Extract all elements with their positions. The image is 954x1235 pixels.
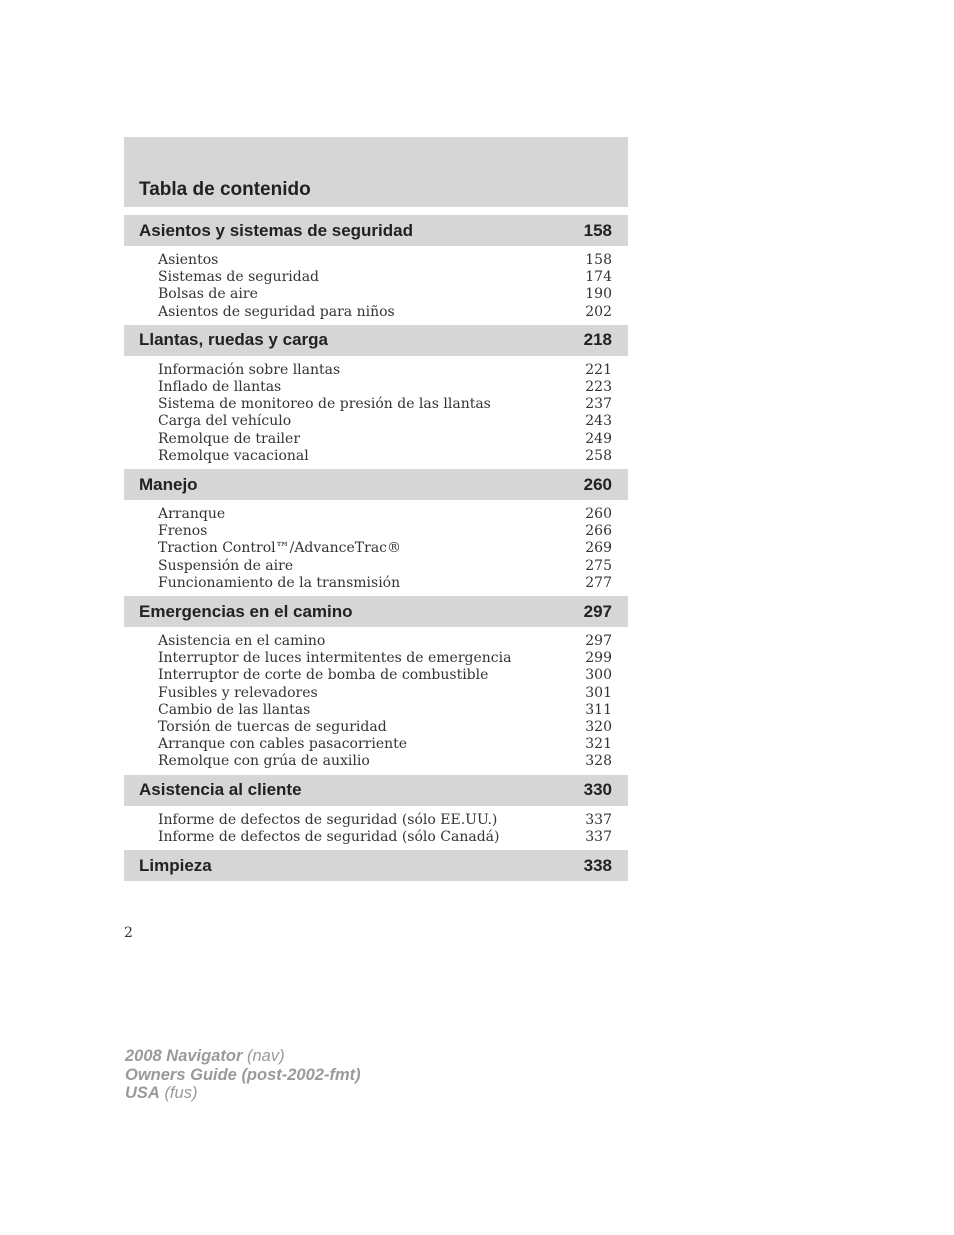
entry-page: 275 <box>585 557 612 574</box>
entry-page: 249 <box>585 430 612 447</box>
entry-page: 299 <box>585 650 612 667</box>
section-item-list <box>124 246 628 325</box>
toc-entry[interactable] <box>158 252 612 269</box>
toc-entry[interactable] <box>158 753 612 770</box>
footer-guide: Owners Guide (post-2002-fmt) <box>125 1065 361 1084</box>
footer-market: USA <box>125 1084 160 1102</box>
entry-page: 297 <box>585 633 612 650</box>
table-of-contents <box>124 137 628 881</box>
entry-page: 237 <box>585 396 612 413</box>
entry-label: Arranque con cables pasacorriente <box>158 736 408 753</box>
page-number: 2 <box>124 925 133 941</box>
toc-entry[interactable] <box>158 304 612 321</box>
entry-page: 311 <box>585 701 612 718</box>
toc-section-heading[interactable] <box>124 325 628 356</box>
entry-label: Remolque de trailer <box>158 430 301 447</box>
entry-label: Interruptor de corte de bomba de combustible <box>158 667 489 684</box>
entry-page: 243 <box>585 413 612 430</box>
toc-entry[interactable] <box>158 702 612 719</box>
toc-entry[interactable] <box>158 667 612 684</box>
entry-label: Fusibles y relevadores <box>158 684 318 701</box>
entry-label: Funcionamiento de la transmisión <box>158 574 401 591</box>
entry-label: Remolque vacacional <box>158 447 309 464</box>
entry-label: Informe de defectos de seguridad (sólo EE.UU.) <box>158 811 498 828</box>
toc-section-heading[interactable] <box>124 215 628 246</box>
entry-label: Interruptor de luces intermitentes de emergencia <box>158 650 512 667</box>
toc-entry[interactable] <box>158 286 612 303</box>
footer <box>125 1047 361 1103</box>
entry-page: 337 <box>585 811 612 828</box>
entry-page: 158 <box>585 252 612 268</box>
entry-label: Traction Control™/AdvanceTrac® <box>158 540 402 557</box>
section-title: Emergencias en el camino <box>139 601 353 621</box>
section-page: 297 <box>583 601 612 621</box>
footer-line-2 <box>125 1066 361 1085</box>
section-page: 338 <box>583 855 612 875</box>
entry-label: Remolque con grúa de auxilio <box>158 753 370 770</box>
page-title: Tabla de contenido <box>139 179 311 200</box>
entry-page: 258 <box>585 447 612 464</box>
entry-page: 320 <box>585 719 612 736</box>
footer-line-1 <box>125 1047 361 1066</box>
footer-line-3 <box>125 1084 361 1103</box>
entry-label: Asientos <box>158 252 219 268</box>
section-item-list <box>124 806 628 850</box>
toc-section-heading[interactable] <box>124 469 628 500</box>
toc-section-heading[interactable] <box>124 850 628 881</box>
toc-entry[interactable] <box>158 431 612 448</box>
toc-entry[interactable] <box>158 575 612 592</box>
footer-model-code: (nav) <box>247 1047 285 1065</box>
toc-entry[interactable] <box>158 269 612 286</box>
entry-page: 301 <box>585 684 612 701</box>
toc-entry[interactable] <box>158 448 612 465</box>
toc-entry[interactable] <box>158 829 612 846</box>
section-item-list <box>124 356 628 469</box>
footer-model: 2008 Navigator <box>125 1047 243 1065</box>
entry-label: Carga del vehículo <box>158 413 292 430</box>
entry-label: Bolsas de aire <box>158 286 258 303</box>
entry-page: 300 <box>585 667 612 684</box>
entry-page: 277 <box>585 574 612 591</box>
footer-market-code: (fus) <box>164 1084 198 1102</box>
entry-label: Información sobre llantas <box>158 361 341 378</box>
entry-label: Suspensión de aire <box>158 557 294 574</box>
section-title: Asistencia al cliente <box>139 780 302 800</box>
section-page: 218 <box>583 330 612 350</box>
section-page: 330 <box>583 780 612 800</box>
entry-page: 202 <box>585 303 612 320</box>
toc-entry[interactable] <box>158 379 612 396</box>
toc-entry[interactable] <box>158 396 612 413</box>
entry-label: Frenos <box>158 523 208 540</box>
entry-page: 337 <box>585 828 612 845</box>
section-title: Llantas, ruedas y carga <box>139 330 328 350</box>
toc-entry[interactable] <box>158 736 612 753</box>
entry-page: 321 <box>585 736 612 753</box>
entry-page: 328 <box>585 753 612 770</box>
entry-page: 174 <box>585 269 612 286</box>
entry-label: Cambio de las llantas <box>158 701 311 718</box>
section-title: Limpieza <box>139 855 212 875</box>
toc-entry[interactable] <box>158 558 612 575</box>
toc-entry[interactable] <box>158 685 612 702</box>
toc-entry[interactable] <box>158 506 612 523</box>
section-page: 158 <box>583 220 612 240</box>
section-item-list <box>124 500 628 596</box>
entry-label: Informe de defectos de seguridad (sólo Canadá) <box>158 828 500 845</box>
toc-entry[interactable] <box>158 633 612 650</box>
entry-label: Inflado de llantas <box>158 379 282 396</box>
entry-page: 221 <box>585 361 612 378</box>
toc-entry[interactable] <box>158 523 612 540</box>
section-title: Asientos y sistemas de seguridad <box>139 220 413 240</box>
toc-entry[interactable] <box>158 413 612 430</box>
toc-entry[interactable] <box>158 362 612 379</box>
toc-section-heading[interactable] <box>124 775 628 806</box>
entry-label: Asistencia en el camino <box>158 633 326 650</box>
entry-label: Sistemas de seguridad <box>158 269 320 286</box>
entry-page: 260 <box>585 506 612 523</box>
toc-entry[interactable] <box>158 812 612 829</box>
entry-page: 190 <box>585 286 612 303</box>
section-title: Manejo <box>139 474 198 494</box>
toc-sections <box>124 207 628 881</box>
toc-entry[interactable] <box>158 719 612 736</box>
entry-page: 269 <box>585 540 612 557</box>
entry-page: 266 <box>585 523 612 540</box>
entry-label: Asientos de seguridad para niños <box>158 303 395 320</box>
toc-section-heading[interactable] <box>124 596 628 627</box>
toc-header <box>124 137 628 207</box>
section-item-list <box>124 627 628 775</box>
entry-label: Sistema de monitoreo de presión de las llantas <box>158 396 491 413</box>
entry-page: 223 <box>585 379 612 396</box>
section-page: 260 <box>583 474 612 494</box>
toc-entry[interactable] <box>158 650 612 667</box>
toc-entry[interactable] <box>158 540 612 557</box>
entry-label: Torsión de tuercas de seguridad <box>158 719 387 736</box>
entry-label: Arranque <box>158 506 226 523</box>
